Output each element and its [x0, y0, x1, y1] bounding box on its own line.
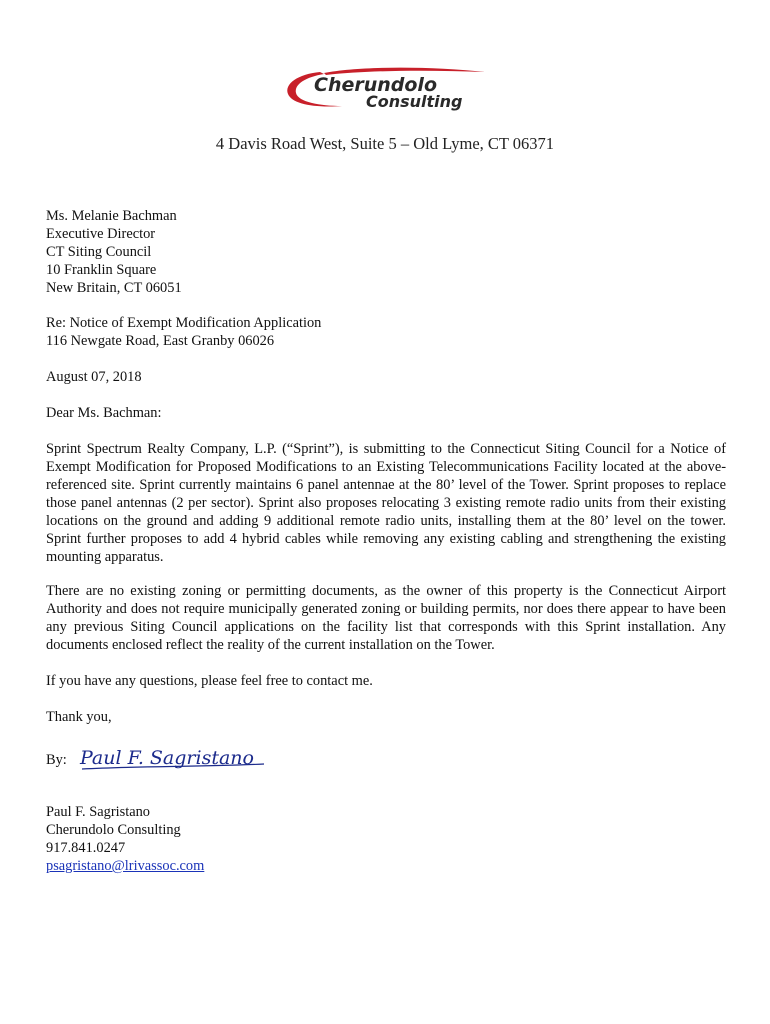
- cherundolo-consulting-logo: [280, 62, 495, 112]
- recipient-title: Executive Director: [46, 226, 156, 242]
- signature-row: [46, 740, 446, 774]
- body-paragraph-3: [46, 672, 726, 690]
- subject-site-line: 116 Newgate Road, East Granby 06026: [46, 333, 275, 349]
- logo-text-consulting: Consulting: [366, 92, 463, 111]
- logo-text-cherundolo: Cherundolo: [314, 74, 437, 96]
- salutation: [46, 404, 726, 422]
- closing-text: Thank you,: [46, 709, 112, 725]
- sender-company: Cherundolo Consulting: [46, 822, 181, 838]
- sender-phone: 917.841.0247: [46, 840, 126, 856]
- recipient-organization: CT Siting Council: [46, 244, 152, 260]
- subject-block: [46, 314, 726, 350]
- sender-name: Paul F. Sagristano: [46, 804, 150, 820]
- letter-date: [46, 368, 726, 386]
- body-paragraph-3-text: If you have any questions, please feel free to contact me.: [46, 673, 373, 689]
- by-label: By:: [46, 752, 67, 768]
- recipient-city-state-zip: New Britain, CT 06051: [46, 280, 182, 296]
- body-paragraph-2-text: There are no existing zoning or permitting documents, as the owner of this property is the Connecticut Airport Authority and does not require municipally generated zoning or building permits, nor does there appear to have been any previous Siting Council applications on the facility list that corresponds with this Sprint installation. Any documents enclosed reflect the reality of the current installation on the Tower.: [46, 583, 726, 653]
- signature-script: Paul F. Sagristano: [80, 747, 254, 769]
- subject-re-line: Re: Notice of Exempt Modification Application: [46, 315, 322, 331]
- body-paragraph-1-text: Sprint Spectrum Realty Company, L.P. (“Sprint”), is submitting to the Connecticut Siting Council for a Notice of Exempt Modification for Proposed Modifications to an Existing Telecommunications Facility located at the above-referenced site. Sprint currently maintains 6 panel antennae at the 80’ level of the Tower. Sprint proposes to replace those panel antennas (2 per sector). Sprint also proposes relocating 3 existing remote radio units from their existing locations on the ground and adding 9 additional remote radio units, installing them at the 80’ level on the tower. Sprint further proposes to add 4 hybrid cables while removing any existing cabling and strengthening the existing mounting apparatus.: [46, 441, 726, 565]
- body-paragraph-2: [46, 582, 726, 654]
- date-text: August 07, 2018: [46, 369, 142, 385]
- sender-email-link[interactable]: psagristano@lrivassoc.com: [46, 858, 205, 874]
- recipient-address-block: [46, 207, 726, 297]
- recipient-name: Ms. Melanie Bachman: [46, 208, 177, 224]
- handwritten-signature: [78, 740, 268, 774]
- closing: [46, 708, 726, 726]
- sender-block: [46, 803, 726, 875]
- salutation-text: Dear Ms. Bachman:: [46, 405, 162, 421]
- body-paragraph-1: [46, 440, 726, 566]
- recipient-street: 10 Franklin Square: [46, 262, 157, 278]
- letterhead-address: 4 Davis Road West, Suite 5 – Old Lyme, CT 06371: [215, 134, 555, 153]
